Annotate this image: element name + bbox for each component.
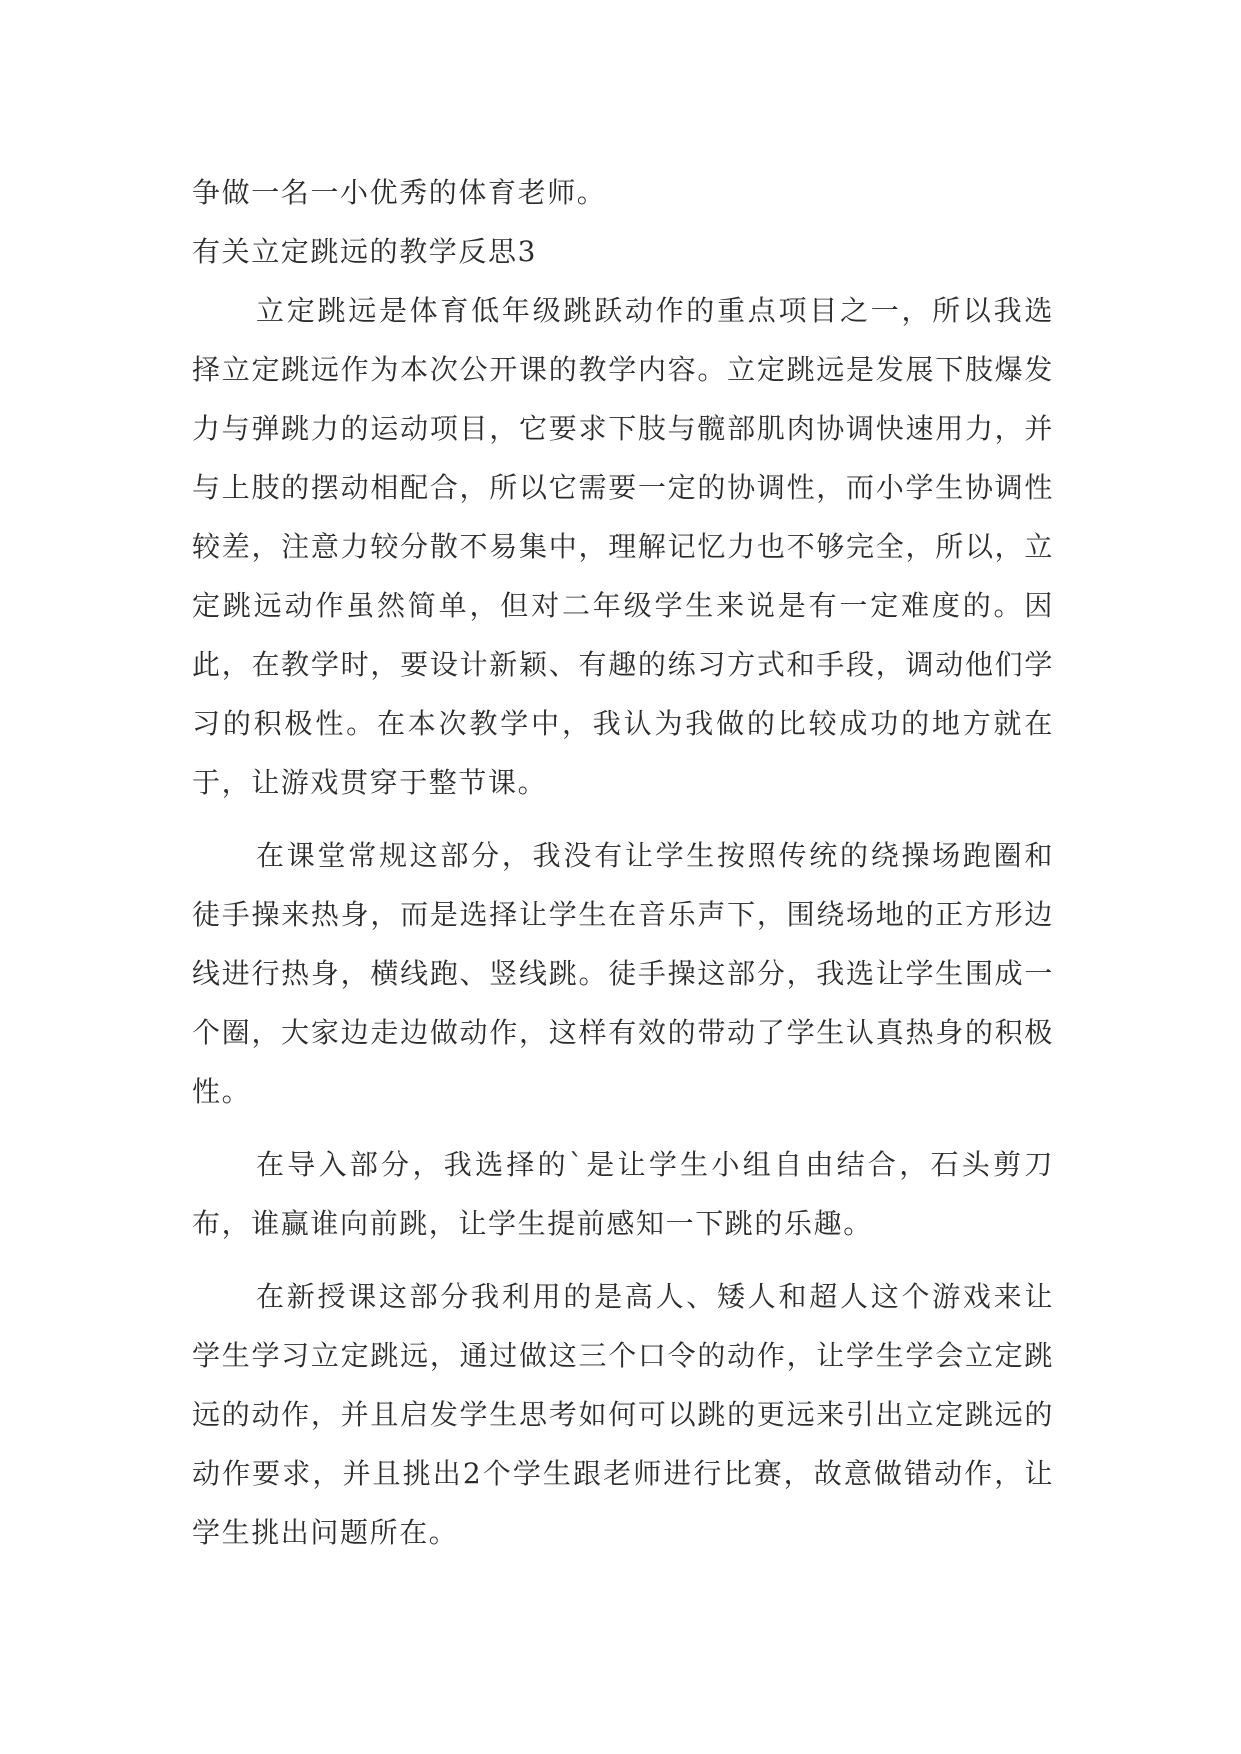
paragraph-new-lesson: 在新授课这部分我利用的是高人、矮人和超人这个游戏来让学生学习立定跳远，通过做这三个口令的动作，让学生学会立定跳远的动作，并且启发学生思考如何可以跳的更远来引出立定跳远的动作要求，并且挑出2个学生跟老师进行比赛，故意做错动作，让学生挑出问题所在。 [192,1280,1054,1549]
document-body [192,163,1054,1562]
carryover-line: 争做一名一小优秀的体育老师。 [192,176,607,209]
paragraph-intro: 立定跳远是体育低年级跳跃动作的重点项目之一，所以我选择立定跳远作为本次公开课的教学内容。立定跳远是发展下肢爆发力与弹跳力的运动项目，它要求下肢与髋部肌肉协调快速用力，并与上肢的摆动相配合，所以它需要一定的协调性，而小学生协调性较差，注意力较分散不易集中，理解记忆力也不够完全，所以，立定跳远动作虽然简单，但对二年级学生来说是有一定难度的。因此，在教学时，要设计新颖、有趣的练习方式和手段，调动他们学习的积极性。在本次教学中，我认为我做的比较成功的地方就在于，让游戏贯穿于整节课。 [192,294,1054,799]
paragraph-introduction-part: 在导入部分，我选择的`是让学生小组自由结合，石头剪刀布，谁赢谁向前跳，让学生提前感知一下跳的乐趣。 [192,1148,1054,1240]
section-heading: 有关立定跳远的教学反思3 [192,235,538,268]
paragraph-warmup: 在课堂常规这部分，我没有让学生按照传统的绕操场跑圈和徒手操来热身，而是选择让学生在音乐声下，围绕场地的正方形边线进行热身，横线跑、竖线跳。徒手操这部分，我选让学生围成一个圈，大家边走边做动作，这样有效的带动了学生认真热身的积极性。 [192,839,1054,1108]
